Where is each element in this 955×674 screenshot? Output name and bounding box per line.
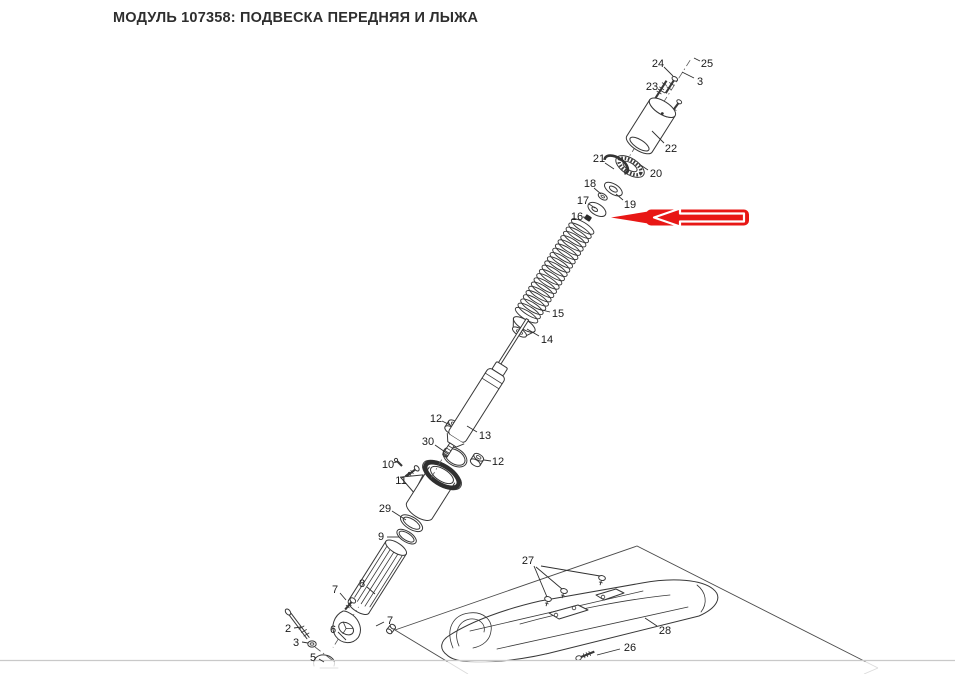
leader-line bbox=[340, 593, 346, 600]
part-label-12: 12 bbox=[429, 413, 443, 425]
shock-absorber bbox=[436, 360, 511, 462]
part-label-12: 12 bbox=[491, 456, 505, 468]
leader-line bbox=[538, 309, 550, 312]
part-label-25: 25 bbox=[700, 58, 714, 70]
part-label-9: 9 bbox=[377, 531, 385, 543]
part-label-28: 28 bbox=[658, 625, 672, 637]
leader-line bbox=[605, 163, 614, 169]
part-label-8: 8 bbox=[358, 578, 366, 590]
red-arrow-annotation bbox=[611, 209, 749, 227]
part-label-20: 20 bbox=[649, 168, 663, 180]
leader-line bbox=[376, 622, 384, 626]
part-label-18: 18 bbox=[583, 178, 597, 190]
part-label-23: 23 bbox=[645, 81, 659, 93]
part-label-6: 6 bbox=[329, 624, 337, 636]
part-label-17: 17 bbox=[576, 195, 590, 207]
part-label-30: 30 bbox=[421, 436, 435, 448]
part-label-26: 26 bbox=[623, 642, 637, 654]
leader-line bbox=[541, 566, 600, 576]
leader-line bbox=[664, 67, 673, 76]
page-title: МОДУЛЬ 107358: ПОДВЕСКА ПЕРЕДНЯЯ И ЛЫЖА bbox=[113, 10, 479, 26]
part-label-27: 27 bbox=[521, 555, 535, 567]
strut-assembly bbox=[421, 50, 708, 466]
part-label-7: 7 bbox=[331, 584, 339, 596]
part-label-7: 7 bbox=[386, 615, 394, 627]
spindle-assembly bbox=[304, 448, 466, 659]
part-label-24: 24 bbox=[651, 58, 665, 70]
bushing-12-lower bbox=[469, 452, 485, 468]
part-label-29: 29 bbox=[378, 503, 392, 515]
leader-line bbox=[682, 72, 694, 78]
part-label-11: 11 bbox=[395, 475, 407, 487]
runner-screw-26 bbox=[575, 650, 595, 661]
part-label-10: 10 bbox=[381, 459, 395, 471]
leader-line bbox=[484, 460, 491, 461]
part-label-22: 22 bbox=[664, 143, 678, 155]
leader-line bbox=[597, 649, 620, 655]
part-label-19: 19 bbox=[623, 199, 637, 211]
part-label-13: 13 bbox=[478, 430, 492, 442]
part-label-3: 3 bbox=[292, 637, 300, 649]
part-label-3: 3 bbox=[696, 76, 704, 88]
part-label-2: 2 bbox=[284, 623, 292, 635]
leader-line bbox=[302, 642, 308, 643]
leader-line bbox=[536, 567, 562, 589]
leader-line bbox=[294, 627, 301, 628]
part-label-5: 5 bbox=[309, 652, 317, 664]
part-label-14: 14 bbox=[540, 334, 554, 346]
part-label-21: 21 bbox=[592, 153, 606, 165]
leader-line bbox=[694, 58, 700, 61]
bottom-cut bbox=[0, 661, 955, 674]
part-label-15: 15 bbox=[551, 308, 565, 320]
ski-illustration bbox=[442, 580, 718, 662]
part-label-16: 16 bbox=[570, 211, 584, 223]
